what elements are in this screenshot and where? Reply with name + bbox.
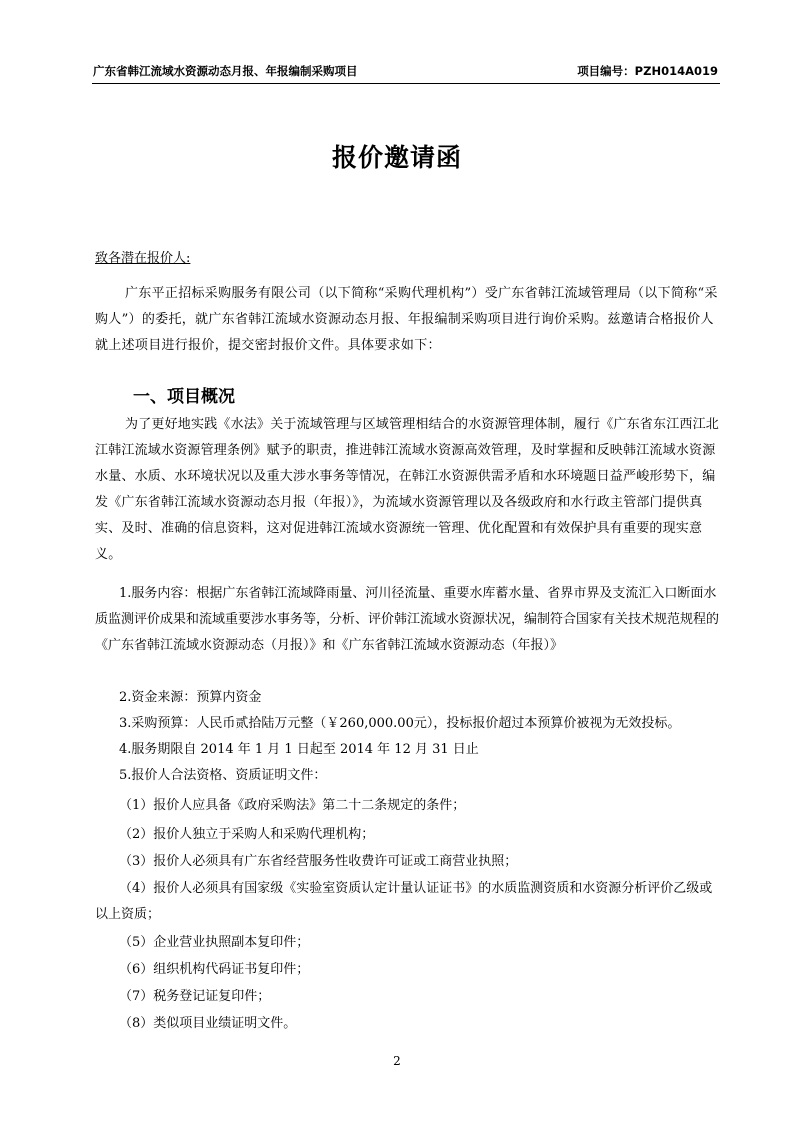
section-heading-project-overview: 一、项目概况 bbox=[133, 387, 235, 407]
intro-paragraph: 广东平正招标采购服务有限公司（以下简称“采购代理机构”）受广东省韩江流域管理局（以下简称“采购人”）的委托，就广东省韩江流域水资源动态月报、年报编制采购项目进行询价采购。兹邀请合格报价人就上述项目进行报价，提交密封报价文件。具体要求如下： bbox=[95, 286, 718, 353]
list-item-qual-4: （4）报价人必须具有国家级《实验室资质认定计量认证证书》的水质监测资质和水资源分析评价乙级或以上资质； bbox=[95, 881, 713, 922]
list-item-qual-3: （3）报价人必须具有广东省经营服务性收费许可证或工商营业执照； bbox=[119, 854, 518, 869]
list-item-qualifications: 5.报价人合法资格、资质证明文件： bbox=[119, 768, 327, 783]
list-item-fund-source: 2.资金来源：预算内资金 bbox=[119, 690, 262, 705]
list-item-qual-7: （7）税务登记证复印件； bbox=[119, 989, 271, 1004]
list-item-service-content: 1.服务内容：根据广东省韩江流域降雨量、河川径流量、重要水库蓄水量、省界市界及支流汇入口断面水质监测评价成果和流域重要涉水事务等，分析、评价韩江流域水资源状况，编制符合国家有关技术规范规程的《广东省韩江流域水资源动态（月报）》和《广东省韩江流域水资源动态（年报）》 bbox=[95, 586, 720, 653]
project-description-paragraph: 为了更好地实践《水法》关于流域管理与区域管理相结合的水资源管理体制，履行《广东省东江西江北江韩江流域水资源管理条例》赋予的职责，推进韩江流域水资源高效管理，及时掌握和反映韩江流域水资源水量、水质、水环境状况以及重大涉水事务等情况，在韩江水资源供需矛盾和水环境题日益严峻形势下，编发《广东省韩江流域水资源动态月报（年报）》，为流域水资源管理以及各级政府和水行政主管部门提供真实、及时、准确的信息资料，这对促进韩江流域水资源统一管理、优化配置和有效保护具有重要的现实意义。 bbox=[95, 417, 720, 562]
document-title: 报价邀请函 bbox=[331, 143, 462, 172]
page-header bbox=[92, 59, 720, 84]
header-project-name: 广东省韩江流域水资源动态月报、年报编制采购项目 bbox=[93, 64, 358, 78]
addressee-line: 致各潜在报价人: bbox=[95, 251, 191, 266]
list-item-qual-5: （5）企业营业执照副本复印件； bbox=[119, 935, 310, 950]
list-item-qual-1: （1）报价人应具备《政府采购法》第二十二条规定的条件； bbox=[119, 798, 466, 813]
header-project-code: 项目编号：PZH014A019 bbox=[577, 64, 718, 78]
list-item-qual-6: （6）组织机构代码证书复印件； bbox=[119, 962, 310, 977]
list-item-qual-8: （8）类似项目业绩证明文件。 bbox=[119, 1016, 297, 1031]
list-item-budget: 3.采购预算：人民币贰拾陆万元整（￥260,000.00元），投标报价超过本预算价被视为无效投标。 bbox=[119, 716, 681, 731]
list-item-qual-2: （2）报价人独立于采购人和采购代理机构； bbox=[119, 827, 375, 842]
list-item-service-period: 4.服务期限自 2014 年 1 月 1 日起至 2014 年 12 月 31 日止 bbox=[119, 742, 479, 757]
page-number: 2 bbox=[393, 1054, 401, 1068]
